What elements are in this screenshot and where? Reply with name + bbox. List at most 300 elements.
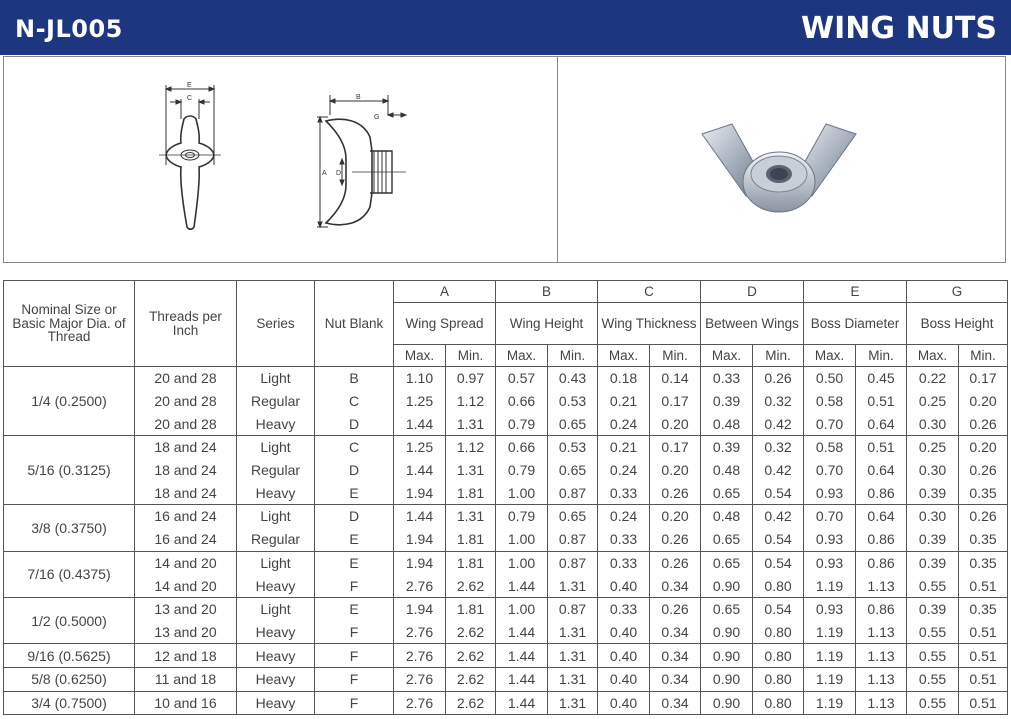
table-row bbox=[4, 597, 1008, 620]
min-value-cell: 0.86 bbox=[856, 481, 907, 504]
max-value-cell: 0.33 bbox=[598, 528, 650, 551]
max-value-cell: 0.25 bbox=[907, 436, 959, 459]
nominal-size-cell: 3/8 (0.3750) bbox=[4, 505, 135, 551]
dim-name: Wing Height bbox=[496, 303, 598, 345]
nominal-size-cell: 7/16 (0.4375) bbox=[4, 551, 135, 597]
max-value-cell: 0.40 bbox=[598, 574, 650, 597]
min-value-cell: 0.26 bbox=[959, 412, 1008, 435]
label-g: G bbox=[374, 114, 380, 121]
max-value-cell: 2.76 bbox=[394, 644, 446, 668]
max-value-cell: 0.58 bbox=[804, 436, 856, 459]
table-row bbox=[4, 621, 1008, 644]
min-value-cell: 0.86 bbox=[856, 528, 907, 551]
min-value-cell: 0.43 bbox=[548, 367, 598, 390]
nut-blank-cell: F bbox=[315, 621, 394, 644]
min-value-cell: 0.64 bbox=[856, 412, 907, 435]
threads-cell: 20 and 28 bbox=[135, 367, 237, 390]
min-value-cell: 0.51 bbox=[959, 644, 1008, 668]
nut-blank-cell: D bbox=[315, 505, 394, 528]
min-label: Min. bbox=[959, 345, 1008, 367]
min-value-cell: 0.34 bbox=[650, 574, 701, 597]
series-cell: Light bbox=[237, 367, 315, 390]
min-value-cell: 1.13 bbox=[856, 691, 907, 715]
min-value-cell: 0.51 bbox=[856, 390, 907, 413]
series-cell: Regular bbox=[237, 390, 315, 413]
max-value-cell: 0.90 bbox=[701, 667, 753, 691]
nominal-size-cell: 1/4 (0.2500) bbox=[4, 367, 135, 436]
min-value-cell: 0.87 bbox=[548, 481, 598, 504]
dim-name: Boss Height bbox=[907, 303, 1008, 345]
max-value-cell: 0.30 bbox=[907, 505, 959, 528]
min-value-cell: 0.54 bbox=[753, 551, 804, 574]
min-value-cell: 0.80 bbox=[753, 574, 804, 597]
min-value-cell: 0.51 bbox=[959, 574, 1008, 597]
max-value-cell: 0.65 bbox=[701, 481, 753, 504]
max-value-cell: 0.48 bbox=[701, 412, 753, 435]
min-value-cell: 0.20 bbox=[959, 390, 1008, 413]
max-value-cell: 1.19 bbox=[804, 621, 856, 644]
min-value-cell: 0.26 bbox=[650, 481, 701, 504]
table-row bbox=[4, 505, 1008, 528]
min-value-cell: 0.42 bbox=[753, 459, 804, 482]
max-value-cell: 1.00 bbox=[496, 597, 548, 620]
size-group bbox=[4, 367, 1008, 436]
max-value-cell: 0.55 bbox=[907, 691, 959, 715]
nut-blank-cell: E bbox=[315, 528, 394, 551]
max-value-cell: 0.48 bbox=[701, 459, 753, 482]
min-value-cell: 0.20 bbox=[959, 436, 1008, 459]
max-value-cell: 0.50 bbox=[804, 367, 856, 390]
figure-panel bbox=[3, 56, 1006, 263]
min-value-cell: 1.81 bbox=[446, 551, 496, 574]
max-value-cell: 0.57 bbox=[496, 367, 548, 390]
max-value-cell: 0.48 bbox=[701, 505, 753, 528]
side-view-drawing bbox=[154, 79, 224, 239]
max-value-cell: 0.39 bbox=[701, 436, 753, 459]
max-value-cell: 0.55 bbox=[907, 667, 959, 691]
min-value-cell: 0.20 bbox=[650, 505, 701, 528]
part-code: N-JL005 bbox=[15, 15, 123, 43]
series-cell: Heavy bbox=[237, 412, 315, 435]
max-value-cell: 0.65 bbox=[701, 551, 753, 574]
max-value-cell: 0.40 bbox=[598, 667, 650, 691]
min-value-cell: 0.45 bbox=[856, 367, 907, 390]
max-value-cell: 0.79 bbox=[496, 505, 548, 528]
max-value-cell: 1.19 bbox=[804, 574, 856, 597]
dim-name: Boss Diameter bbox=[804, 303, 907, 345]
max-value-cell: 0.24 bbox=[598, 412, 650, 435]
dim-letter: B bbox=[496, 281, 598, 303]
nut-blank-cell: C bbox=[315, 436, 394, 459]
label-a: A bbox=[322, 170, 327, 177]
dim-name: Between Wings bbox=[701, 303, 804, 345]
max-value-cell: 0.33 bbox=[598, 481, 650, 504]
min-value-cell: 0.54 bbox=[753, 528, 804, 551]
max-value-cell: 1.00 bbox=[496, 481, 548, 504]
max-value-cell: 1.94 bbox=[394, 597, 446, 620]
nut-blank-cell: E bbox=[315, 481, 394, 504]
min-value-cell: 1.31 bbox=[548, 667, 598, 691]
max-value-cell: 1.10 bbox=[394, 367, 446, 390]
max-value-cell: 0.55 bbox=[907, 574, 959, 597]
dim-letter: G bbox=[907, 281, 1008, 303]
max-value-cell: 0.79 bbox=[496, 459, 548, 482]
min-value-cell: 0.34 bbox=[650, 691, 701, 715]
col-header-size: Nominal Size or Basic Major Dia. of Thread bbox=[4, 281, 135, 367]
label-b: B bbox=[356, 94, 361, 101]
series-cell: Heavy bbox=[237, 667, 315, 691]
max-value-cell: 0.24 bbox=[598, 459, 650, 482]
min-label: Min. bbox=[446, 345, 496, 367]
size-group bbox=[4, 644, 1008, 668]
max-value-cell: 0.90 bbox=[701, 574, 753, 597]
min-value-cell: 2.62 bbox=[446, 621, 496, 644]
min-label: Min. bbox=[753, 345, 804, 367]
min-value-cell: 2.62 bbox=[446, 667, 496, 691]
threads-cell: 11 and 18 bbox=[135, 667, 237, 691]
nominal-size-cell: 9/16 (0.5625) bbox=[4, 644, 135, 668]
table-row bbox=[4, 459, 1008, 482]
threads-cell: 18 and 24 bbox=[135, 436, 237, 459]
dim-name: Wing Thickness bbox=[598, 303, 701, 345]
table-head bbox=[4, 281, 1008, 367]
max-value-cell: 1.00 bbox=[496, 528, 548, 551]
threads-cell: 18 and 24 bbox=[135, 481, 237, 504]
min-value-cell: 0.34 bbox=[650, 667, 701, 691]
max-value-cell: 0.40 bbox=[598, 644, 650, 668]
max-value-cell: 0.30 bbox=[907, 459, 959, 482]
size-group bbox=[4, 551, 1008, 597]
page-header bbox=[0, 0, 1011, 55]
nut-blank-cell: F bbox=[315, 691, 394, 715]
min-value-cell: 0.53 bbox=[548, 390, 598, 413]
threads-cell: 13 and 20 bbox=[135, 621, 237, 644]
threads-cell: 20 and 28 bbox=[135, 390, 237, 413]
max-value-cell: 1.19 bbox=[804, 667, 856, 691]
max-value-cell: 1.19 bbox=[804, 691, 856, 715]
min-value-cell: 0.26 bbox=[753, 367, 804, 390]
nut-blank-cell: F bbox=[315, 667, 394, 691]
min-label: Min. bbox=[856, 345, 907, 367]
max-value-cell: 0.22 bbox=[907, 367, 959, 390]
table-row bbox=[4, 436, 1008, 459]
max-value-cell: 0.39 bbox=[907, 528, 959, 551]
max-value-cell: 2.76 bbox=[394, 574, 446, 597]
min-value-cell: 0.51 bbox=[856, 436, 907, 459]
min-value-cell: 0.64 bbox=[856, 459, 907, 482]
dim-letter: D bbox=[701, 281, 804, 303]
table-row bbox=[4, 412, 1008, 435]
series-cell: Heavy bbox=[237, 574, 315, 597]
wing-nut-photo bbox=[694, 112, 864, 222]
dim-letter: C bbox=[598, 281, 701, 303]
size-group bbox=[4, 667, 1008, 691]
max-label: Max. bbox=[394, 345, 446, 367]
nut-blank-cell: C bbox=[315, 390, 394, 413]
page-title: WING NUTS bbox=[801, 11, 997, 46]
label-c: C bbox=[187, 95, 193, 102]
max-value-cell: 1.44 bbox=[496, 691, 548, 715]
min-value-cell: 0.20 bbox=[650, 459, 701, 482]
nut-blank-cell: B bbox=[315, 367, 394, 390]
max-value-cell: 0.39 bbox=[907, 551, 959, 574]
nut-blank-cell: E bbox=[315, 597, 394, 620]
min-value-cell: 0.65 bbox=[548, 505, 598, 528]
threads-cell: 16 and 24 bbox=[135, 528, 237, 551]
threads-cell: 14 and 20 bbox=[135, 574, 237, 597]
series-cell: Heavy bbox=[237, 481, 315, 504]
min-value-cell: 1.13 bbox=[856, 621, 907, 644]
min-value-cell: 1.31 bbox=[548, 621, 598, 644]
max-value-cell: 1.44 bbox=[496, 644, 548, 668]
min-value-cell: 0.80 bbox=[753, 691, 804, 715]
spec-table bbox=[3, 280, 1008, 715]
series-cell: Light bbox=[237, 551, 315, 574]
min-value-cell: 0.26 bbox=[650, 551, 701, 574]
max-label: Max. bbox=[496, 345, 548, 367]
table-row bbox=[4, 691, 1008, 715]
min-value-cell: 0.54 bbox=[753, 481, 804, 504]
col-header-threads: Threads per Inch bbox=[135, 281, 237, 367]
min-value-cell: 1.12 bbox=[446, 436, 496, 459]
max-value-cell: 0.70 bbox=[804, 459, 856, 482]
min-value-cell: 0.86 bbox=[856, 597, 907, 620]
table-row bbox=[4, 644, 1008, 668]
min-value-cell: 0.17 bbox=[650, 390, 701, 413]
max-value-cell: 1.25 bbox=[394, 390, 446, 413]
min-value-cell: 0.35 bbox=[959, 528, 1008, 551]
max-value-cell: 0.66 bbox=[496, 436, 548, 459]
min-value-cell: 0.87 bbox=[548, 551, 598, 574]
series-cell: Light bbox=[237, 436, 315, 459]
min-label: Min. bbox=[548, 345, 598, 367]
min-value-cell: 0.17 bbox=[650, 436, 701, 459]
max-value-cell: 1.44 bbox=[496, 574, 548, 597]
max-value-cell: 1.00 bbox=[496, 551, 548, 574]
max-value-cell: 0.24 bbox=[598, 505, 650, 528]
max-value-cell: 1.25 bbox=[394, 436, 446, 459]
min-value-cell: 1.31 bbox=[548, 644, 598, 668]
max-value-cell: 1.44 bbox=[496, 621, 548, 644]
min-value-cell: 1.31 bbox=[548, 574, 598, 597]
series-cell: Regular bbox=[237, 459, 315, 482]
min-value-cell: 0.35 bbox=[959, 481, 1008, 504]
min-value-cell: 0.65 bbox=[548, 459, 598, 482]
max-value-cell: 0.93 bbox=[804, 481, 856, 504]
min-value-cell: 0.26 bbox=[959, 505, 1008, 528]
max-value-cell: 1.44 bbox=[394, 505, 446, 528]
max-value-cell: 0.65 bbox=[701, 597, 753, 620]
max-value-cell: 0.40 bbox=[598, 691, 650, 715]
max-value-cell: 0.21 bbox=[598, 390, 650, 413]
min-value-cell: 0.87 bbox=[548, 528, 598, 551]
min-value-cell: 0.17 bbox=[959, 367, 1008, 390]
nut-blank-cell: F bbox=[315, 574, 394, 597]
size-group bbox=[4, 436, 1008, 505]
max-value-cell: 0.25 bbox=[907, 390, 959, 413]
threads-cell: 12 and 18 bbox=[135, 644, 237, 668]
min-value-cell: 0.51 bbox=[959, 667, 1008, 691]
figure-divider bbox=[557, 57, 558, 262]
min-value-cell: 1.31 bbox=[446, 459, 496, 482]
max-value-cell: 0.90 bbox=[701, 644, 753, 668]
nut-blank-cell: D bbox=[315, 459, 394, 482]
min-value-cell: 0.97 bbox=[446, 367, 496, 390]
max-value-cell: 0.39 bbox=[701, 390, 753, 413]
threads-cell: 18 and 24 bbox=[135, 459, 237, 482]
max-value-cell: 0.93 bbox=[804, 528, 856, 551]
max-label: Max. bbox=[701, 345, 753, 367]
series-cell: Heavy bbox=[237, 691, 315, 715]
max-value-cell: 0.93 bbox=[804, 597, 856, 620]
nominal-size-cell: 5/8 (0.6250) bbox=[4, 667, 135, 691]
table-row bbox=[4, 367, 1008, 390]
max-value-cell: 1.44 bbox=[496, 667, 548, 691]
max-value-cell: 0.39 bbox=[907, 481, 959, 504]
min-value-cell: 1.13 bbox=[856, 644, 907, 668]
table-row bbox=[4, 528, 1008, 551]
min-value-cell: 0.80 bbox=[753, 621, 804, 644]
size-group bbox=[4, 505, 1008, 551]
max-value-cell: 0.58 bbox=[804, 390, 856, 413]
max-value-cell: 2.76 bbox=[394, 667, 446, 691]
min-value-cell: 0.34 bbox=[650, 621, 701, 644]
min-value-cell: 1.81 bbox=[446, 481, 496, 504]
max-value-cell: 2.76 bbox=[394, 691, 446, 715]
max-value-cell: 0.30 bbox=[907, 412, 959, 435]
min-value-cell: 1.81 bbox=[446, 528, 496, 551]
max-value-cell: 0.33 bbox=[598, 597, 650, 620]
series-cell: Light bbox=[237, 505, 315, 528]
min-value-cell: 0.80 bbox=[753, 644, 804, 668]
dim-letter: E bbox=[804, 281, 907, 303]
min-value-cell: 0.42 bbox=[753, 412, 804, 435]
nominal-size-cell: 3/4 (0.7500) bbox=[4, 691, 135, 715]
min-value-cell: 0.54 bbox=[753, 597, 804, 620]
threads-cell: 13 and 20 bbox=[135, 597, 237, 620]
max-value-cell: 0.70 bbox=[804, 412, 856, 435]
min-value-cell: 0.35 bbox=[959, 551, 1008, 574]
max-value-cell: 0.33 bbox=[598, 551, 650, 574]
threads-cell: 10 and 16 bbox=[135, 691, 237, 715]
max-value-cell: 0.79 bbox=[496, 412, 548, 435]
min-value-cell: 0.53 bbox=[548, 436, 598, 459]
min-value-cell: 0.65 bbox=[548, 412, 598, 435]
max-value-cell: 0.39 bbox=[907, 597, 959, 620]
min-value-cell: 0.14 bbox=[650, 367, 701, 390]
nominal-size-cell: 1/2 (0.5000) bbox=[4, 597, 135, 643]
min-value-cell: 0.80 bbox=[753, 667, 804, 691]
min-value-cell: 0.64 bbox=[856, 505, 907, 528]
max-value-cell: 1.19 bbox=[804, 644, 856, 668]
min-value-cell: 2.62 bbox=[446, 691, 496, 715]
min-value-cell: 0.20 bbox=[650, 412, 701, 435]
max-value-cell: 0.90 bbox=[701, 621, 753, 644]
nut-blank-cell: D bbox=[315, 412, 394, 435]
min-value-cell: 1.13 bbox=[856, 667, 907, 691]
max-value-cell: 2.76 bbox=[394, 621, 446, 644]
table-row bbox=[4, 574, 1008, 597]
size-group bbox=[4, 597, 1008, 643]
threads-cell: 16 and 24 bbox=[135, 505, 237, 528]
min-value-cell: 2.62 bbox=[446, 644, 496, 668]
series-cell: Heavy bbox=[237, 621, 315, 644]
min-value-cell: 1.31 bbox=[446, 505, 496, 528]
min-value-cell: 2.62 bbox=[446, 574, 496, 597]
dim-letter: A bbox=[394, 281, 496, 303]
max-value-cell: 0.40 bbox=[598, 621, 650, 644]
max-value-cell: 0.21 bbox=[598, 436, 650, 459]
min-value-cell: 0.32 bbox=[753, 436, 804, 459]
max-value-cell: 0.33 bbox=[701, 367, 753, 390]
col-header-blank: Nut Blank bbox=[315, 281, 394, 367]
max-value-cell: 1.94 bbox=[394, 481, 446, 504]
max-label: Max. bbox=[804, 345, 856, 367]
col-header-series: Series bbox=[237, 281, 315, 367]
max-label: Max. bbox=[907, 345, 959, 367]
label-e: E bbox=[187, 82, 192, 89]
min-value-cell: 0.42 bbox=[753, 505, 804, 528]
max-value-cell: 0.65 bbox=[701, 528, 753, 551]
dim-name: Wing Spread bbox=[394, 303, 496, 345]
front-view-drawing bbox=[312, 89, 412, 239]
series-cell: Light bbox=[237, 597, 315, 620]
max-value-cell: 0.70 bbox=[804, 505, 856, 528]
max-value-cell: 0.66 bbox=[496, 390, 548, 413]
nut-blank-cell: F bbox=[315, 644, 394, 668]
max-value-cell: 1.44 bbox=[394, 459, 446, 482]
min-value-cell: 1.81 bbox=[446, 597, 496, 620]
max-value-cell: 1.94 bbox=[394, 528, 446, 551]
size-group bbox=[4, 691, 1008, 715]
min-value-cell: 0.26 bbox=[959, 459, 1008, 482]
max-value-cell: 0.93 bbox=[804, 551, 856, 574]
min-value-cell: 0.32 bbox=[753, 390, 804, 413]
table-row bbox=[4, 551, 1008, 574]
min-value-cell: 1.13 bbox=[856, 574, 907, 597]
min-value-cell: 0.51 bbox=[959, 621, 1008, 644]
series-cell: Regular bbox=[237, 528, 315, 551]
max-label: Max. bbox=[598, 345, 650, 367]
max-value-cell: 1.94 bbox=[394, 551, 446, 574]
min-value-cell: 1.31 bbox=[446, 412, 496, 435]
max-value-cell: 0.55 bbox=[907, 621, 959, 644]
min-value-cell: 0.26 bbox=[650, 597, 701, 620]
table-row bbox=[4, 481, 1008, 504]
threads-cell: 14 and 20 bbox=[135, 551, 237, 574]
min-label: Min. bbox=[650, 345, 701, 367]
min-value-cell: 0.35 bbox=[959, 597, 1008, 620]
min-value-cell: 0.51 bbox=[959, 691, 1008, 715]
max-value-cell: 0.55 bbox=[907, 644, 959, 668]
label-d: D bbox=[336, 170, 342, 177]
min-value-cell: 1.12 bbox=[446, 390, 496, 413]
min-value-cell: 1.31 bbox=[548, 691, 598, 715]
table-row bbox=[4, 390, 1008, 413]
max-value-cell: 0.18 bbox=[598, 367, 650, 390]
max-value-cell: 1.44 bbox=[394, 412, 446, 435]
min-value-cell: 0.87 bbox=[548, 597, 598, 620]
threads-cell: 20 and 28 bbox=[135, 412, 237, 435]
nominal-size-cell: 5/16 (0.3125) bbox=[4, 436, 135, 505]
series-cell: Heavy bbox=[237, 644, 315, 668]
max-value-cell: 0.90 bbox=[701, 691, 753, 715]
min-value-cell: 0.26 bbox=[650, 528, 701, 551]
table-row bbox=[4, 667, 1008, 691]
min-value-cell: 0.86 bbox=[856, 551, 907, 574]
nut-blank-cell: E bbox=[315, 551, 394, 574]
min-value-cell: 0.34 bbox=[650, 644, 701, 668]
